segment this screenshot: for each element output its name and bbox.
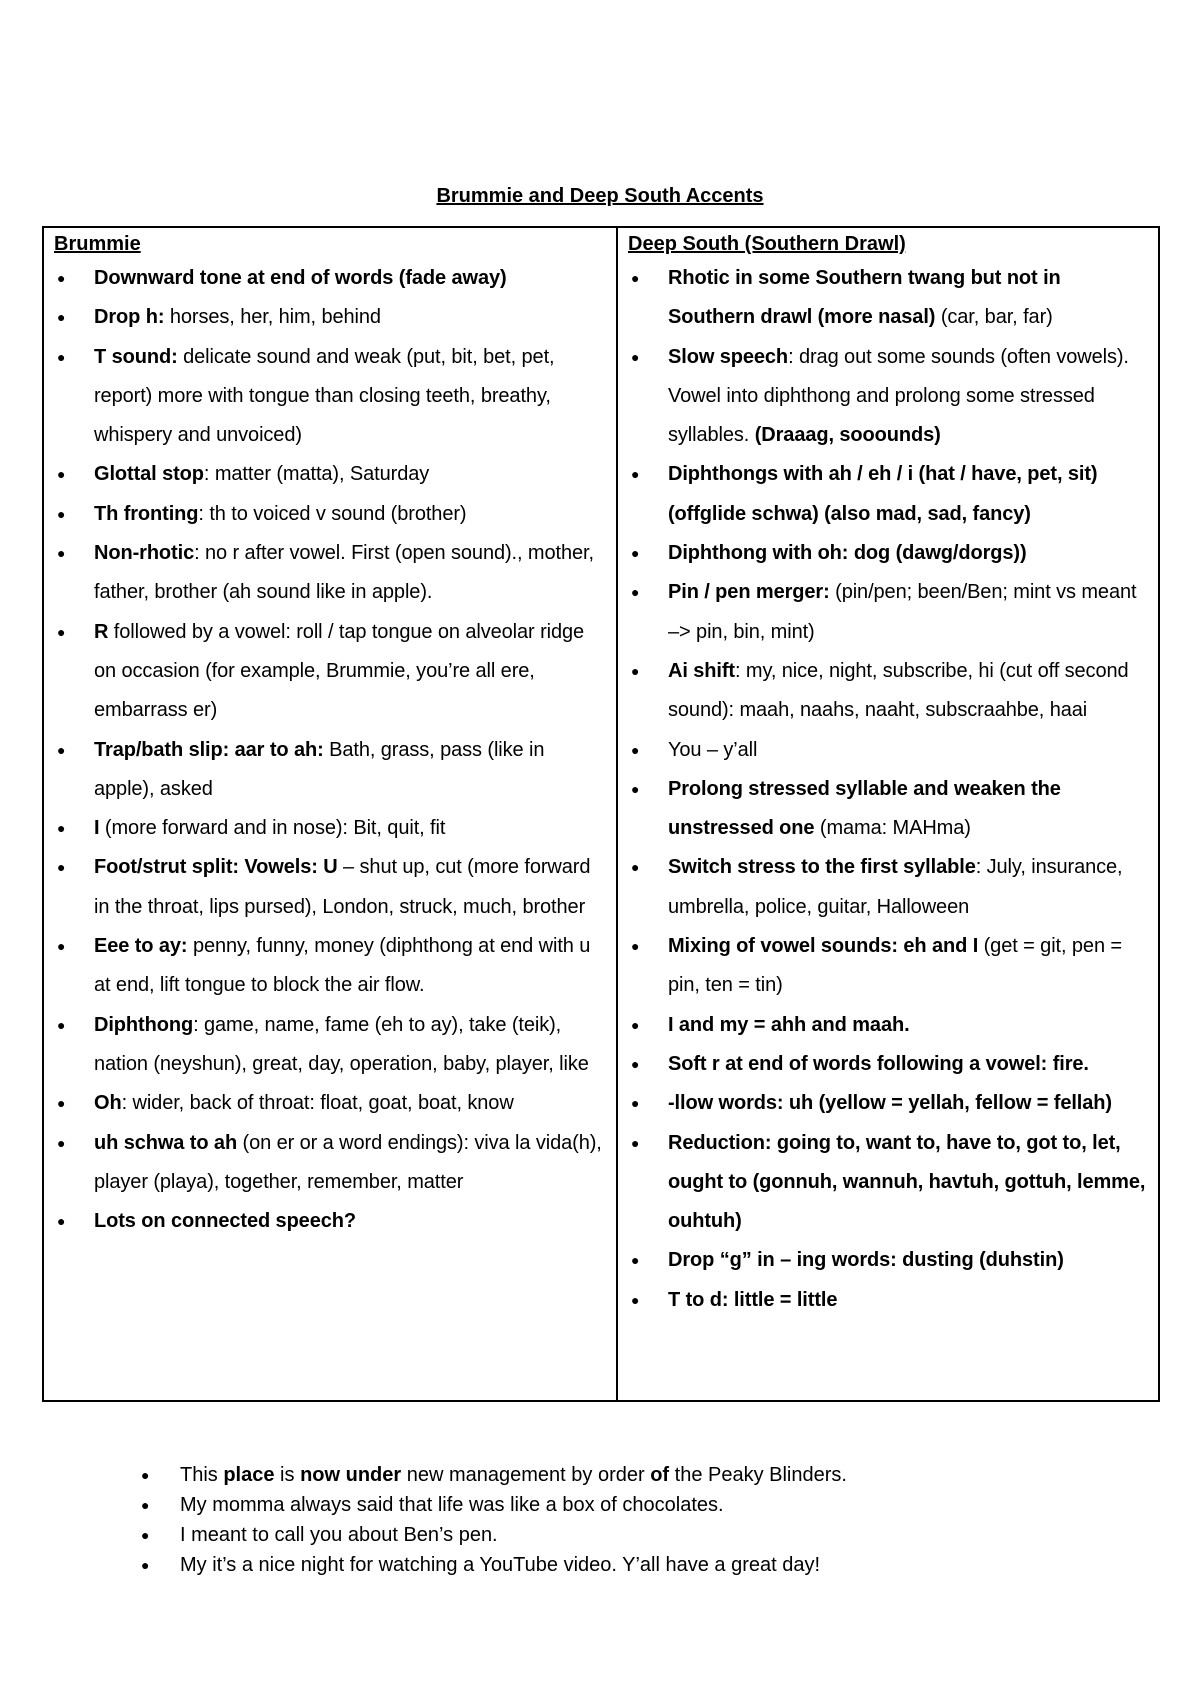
example-sentences-list bbox=[138, 1460, 1138, 1580]
feature-item bbox=[628, 455, 1148, 534]
text: My momma always said that life was like a box of chocolates. bbox=[180, 1494, 724, 1516]
text: : drag out some sounds (often vowels). Vowel into diphthong and prolong some stressed syllables. bbox=[668, 345, 1129, 447]
bullet-icon: ● bbox=[57, 741, 66, 758]
bullet-icon: ● bbox=[57, 1213, 66, 1230]
bullet-icon: ● bbox=[631, 348, 640, 365]
text: penny, funny, money (diphthong at end with u at end, lift tongue to block the air flow. bbox=[94, 935, 591, 997]
text: This bbox=[180, 1464, 224, 1486]
deep-south-heading: Deep South (Southern Drawl) bbox=[628, 233, 906, 255]
text: horses, her, him, behind bbox=[164, 306, 381, 329]
text: : my, nice, night, subscribe, hi (cut off second sound): maah, naahs, naaht, subscraahbe, haai bbox=[668, 659, 1129, 722]
feature-item bbox=[628, 1084, 1148, 1123]
bold-text: Mixing of vowel sounds: eh and I bbox=[668, 935, 979, 958]
bold-text: of bbox=[650, 1464, 670, 1486]
bold-text: (Draaag, sooounds) bbox=[754, 424, 941, 447]
feature-item bbox=[54, 338, 606, 456]
text: : matter (matta), Saturday bbox=[203, 463, 430, 486]
bullet-icon: ● bbox=[631, 662, 640, 679]
bold-text: Ai shift bbox=[668, 659, 735, 682]
text: delicate sound and weak (put, bit, bet, pet, report) more with tongue than closing teeth, breathy, whispery and unvoiced) bbox=[94, 345, 555, 447]
document-title: Brummie and Deep South Accents bbox=[436, 185, 764, 207]
bold-text: Diphthong with oh: dog (dawg/dorgs)) bbox=[668, 542, 1027, 565]
feature-item bbox=[54, 455, 606, 494]
text: followed by a vowel: roll / tap tongue on alveolar ridge on occasion (for example, Brummie, you’re all ere, embarrass er) bbox=[94, 620, 585, 722]
feature-item bbox=[628, 1006, 1148, 1045]
feature-item bbox=[54, 1084, 606, 1123]
bullet-icon: ● bbox=[631, 780, 640, 797]
feature-item bbox=[54, 1202, 606, 1241]
feature-item bbox=[628, 1241, 1148, 1280]
bold-text: T sound: bbox=[94, 345, 178, 368]
bullet-icon: ● bbox=[57, 1095, 66, 1112]
feature-item bbox=[54, 809, 606, 848]
text: My it’s a nice night for watching a YouTube video. Y’all have a great day! bbox=[180, 1554, 821, 1576]
text: (on er or a word endings): viva la vida(h), player (playa), together, remember, matter bbox=[94, 1131, 602, 1193]
bold-text: Pin / pen merger: bbox=[668, 581, 830, 604]
bullet-icon: ● bbox=[57, 820, 66, 837]
text: (more forward and in nose): Bit, quit, fit bbox=[99, 817, 446, 840]
bullet-icon: ● bbox=[631, 1134, 640, 1151]
bullet-icon: ● bbox=[631, 545, 640, 562]
feature-item bbox=[628, 1281, 1148, 1320]
bold-text: Switch stress to the first syllable bbox=[668, 856, 976, 879]
text: : th to voiced v sound (brother) bbox=[198, 502, 467, 525]
text: Bath, grass, pass (like in apple), asked bbox=[94, 738, 545, 800]
bullet-icon: ● bbox=[631, 859, 640, 876]
feature-item bbox=[628, 573, 1148, 652]
bold-text: now under bbox=[300, 1464, 402, 1486]
bullet-icon: ● bbox=[631, 741, 640, 758]
text: the Peaky Blinders. bbox=[669, 1464, 847, 1486]
feature-item bbox=[54, 927, 606, 1006]
bold-text: uh schwa to ah bbox=[94, 1131, 238, 1154]
bold-text: Slow speech bbox=[668, 345, 789, 368]
bullet-icon: ● bbox=[57, 1016, 66, 1033]
text: (pin/pen; been/Ben; mint vs meant –> pin, bin, mint) bbox=[668, 581, 1137, 643]
bullet-icon: ● bbox=[631, 1055, 640, 1072]
text: : July, insurance, umbrella, police, guitar, Halloween bbox=[668, 856, 1123, 918]
feature-item bbox=[628, 731, 1148, 770]
feature-item bbox=[628, 534, 1148, 573]
text: – shut up, cut (more forward in the throat, lips pursed), London, struck, much, brother bbox=[94, 856, 591, 918]
feature-item bbox=[54, 298, 606, 337]
bullet-icon: ● bbox=[57, 545, 66, 562]
example-sentence bbox=[138, 1520, 1138, 1550]
text: is bbox=[274, 1464, 301, 1486]
bold-text: Drop h: bbox=[94, 306, 165, 329]
example-sentence bbox=[138, 1460, 1138, 1490]
feature-item bbox=[54, 534, 606, 613]
bold-text: Drop “g” in – ing words: dusting (duhstin) bbox=[668, 1249, 1064, 1272]
feature-item bbox=[628, 652, 1148, 731]
bullet-icon: ● bbox=[141, 1467, 150, 1483]
bullet-icon: ● bbox=[631, 1291, 640, 1308]
feature-item bbox=[628, 338, 1148, 456]
bullet-icon: ● bbox=[57, 348, 66, 365]
bold-text: Th fronting bbox=[94, 502, 199, 525]
text: : game, name, fame (eh to ay), take (teik), nation (neyshun), great, day, operation, baby, player, like bbox=[94, 1013, 589, 1075]
bold-text: Reduction: going to, want to, have to, got to, let, ought to (gonnuh, wannuh, havtuh, gottuh, lemme, ouhtuh) bbox=[668, 1131, 1146, 1233]
deep-south-feature-list bbox=[628, 259, 1148, 1320]
bold-text: Oh bbox=[94, 1092, 122, 1115]
feature-item bbox=[54, 613, 606, 731]
example-sentence bbox=[138, 1550, 1138, 1580]
bullet-icon: ● bbox=[57, 505, 66, 522]
bullet-icon: ● bbox=[57, 938, 66, 955]
feature-item bbox=[628, 848, 1148, 927]
feature-item bbox=[628, 770, 1148, 849]
text: new management by order bbox=[401, 1464, 651, 1486]
bold-text: Rhotic in some Southern twang but not in Southern drawl (more nasal) bbox=[668, 267, 1061, 329]
bullet-icon: ● bbox=[631, 466, 640, 483]
bullet-icon: ● bbox=[631, 1016, 640, 1033]
bullet-icon: ● bbox=[141, 1497, 150, 1513]
bold-text: Non-rhotic bbox=[94, 542, 195, 565]
feature-item bbox=[54, 731, 606, 810]
feature-item bbox=[54, 259, 606, 298]
bullet-icon: ● bbox=[631, 1095, 640, 1112]
bold-text: Diphthong bbox=[94, 1013, 194, 1036]
feature-item bbox=[628, 927, 1148, 1006]
text: (mama: MAHma) bbox=[814, 817, 971, 840]
text: : no r after vowel. First (open sound)., mother, father, brother (ah sound like in apple). bbox=[94, 542, 594, 604]
feature-item bbox=[54, 1006, 606, 1085]
bold-text: Foot/strut split: Vowels: U bbox=[94, 856, 338, 879]
brummie-heading: Brummie bbox=[54, 233, 141, 255]
feature-item bbox=[628, 259, 1148, 338]
bold-text: Downward tone at end of words (fade away) bbox=[94, 267, 507, 289]
bold-text: I bbox=[94, 817, 100, 840]
deep-south-column bbox=[618, 228, 1158, 1400]
feature-item bbox=[54, 848, 606, 927]
brummie-feature-list bbox=[54, 259, 606, 1241]
bold-text: T to d: little = little bbox=[668, 1288, 838, 1311]
bold-text: Trap/bath slip: aar to ah: bbox=[94, 738, 324, 761]
bullet-icon: ● bbox=[57, 623, 66, 640]
bullet-icon: ● bbox=[57, 270, 66, 286]
feature-item bbox=[628, 1124, 1148, 1242]
bold-text: R bbox=[94, 620, 109, 643]
text: (car, bar, far) bbox=[935, 306, 1053, 329]
bullet-icon: ● bbox=[57, 859, 66, 876]
bold-text: I and my = ahh and maah. bbox=[668, 1013, 910, 1036]
bullet-icon: ● bbox=[631, 270, 640, 286]
bullet-icon: ● bbox=[57, 309, 66, 326]
accent-comparison-table bbox=[42, 226, 1160, 1402]
bullet-icon: ● bbox=[631, 584, 640, 601]
feature-item bbox=[54, 1124, 606, 1203]
bold-text: Lots on connected speech? bbox=[94, 1210, 356, 1233]
bullet-icon: ● bbox=[631, 938, 640, 955]
bold-text: Eee to ay: bbox=[94, 935, 188, 958]
text: You – y’all bbox=[668, 738, 758, 761]
bullet-icon: ● bbox=[57, 466, 66, 483]
example-sentence bbox=[138, 1490, 1138, 1520]
bold-text: place bbox=[223, 1464, 275, 1486]
feature-item bbox=[628, 1045, 1148, 1084]
bold-text: Diphthongs with ah / eh / i (hat / have, pet, sit) (offglide schwa) (also mad, sad, fancy) bbox=[668, 463, 1098, 525]
feature-item bbox=[54, 495, 606, 534]
bullet-icon: ● bbox=[141, 1527, 150, 1543]
bold-text: -llow words: uh (yellow = yellah, fellow = fellah) bbox=[668, 1092, 1112, 1115]
bullet-icon: ● bbox=[141, 1557, 150, 1573]
text: : wider, back of throat: float, goat, boat, know bbox=[121, 1092, 514, 1115]
text: (get = git, pen = pin, ten = tin) bbox=[668, 935, 1123, 997]
bold-text: Glottal stop bbox=[94, 463, 204, 486]
bold-text: Soft r at end of words following a vowel: fire. bbox=[668, 1052, 1089, 1075]
brummie-column bbox=[44, 228, 618, 1400]
text: I meant to call you about Ben’s pen. bbox=[180, 1524, 498, 1546]
bullet-icon: ● bbox=[631, 1252, 640, 1269]
bullet-icon: ● bbox=[57, 1134, 66, 1151]
bold-text: Prolong stressed syllable and weaken the unstressed one bbox=[668, 777, 1061, 840]
